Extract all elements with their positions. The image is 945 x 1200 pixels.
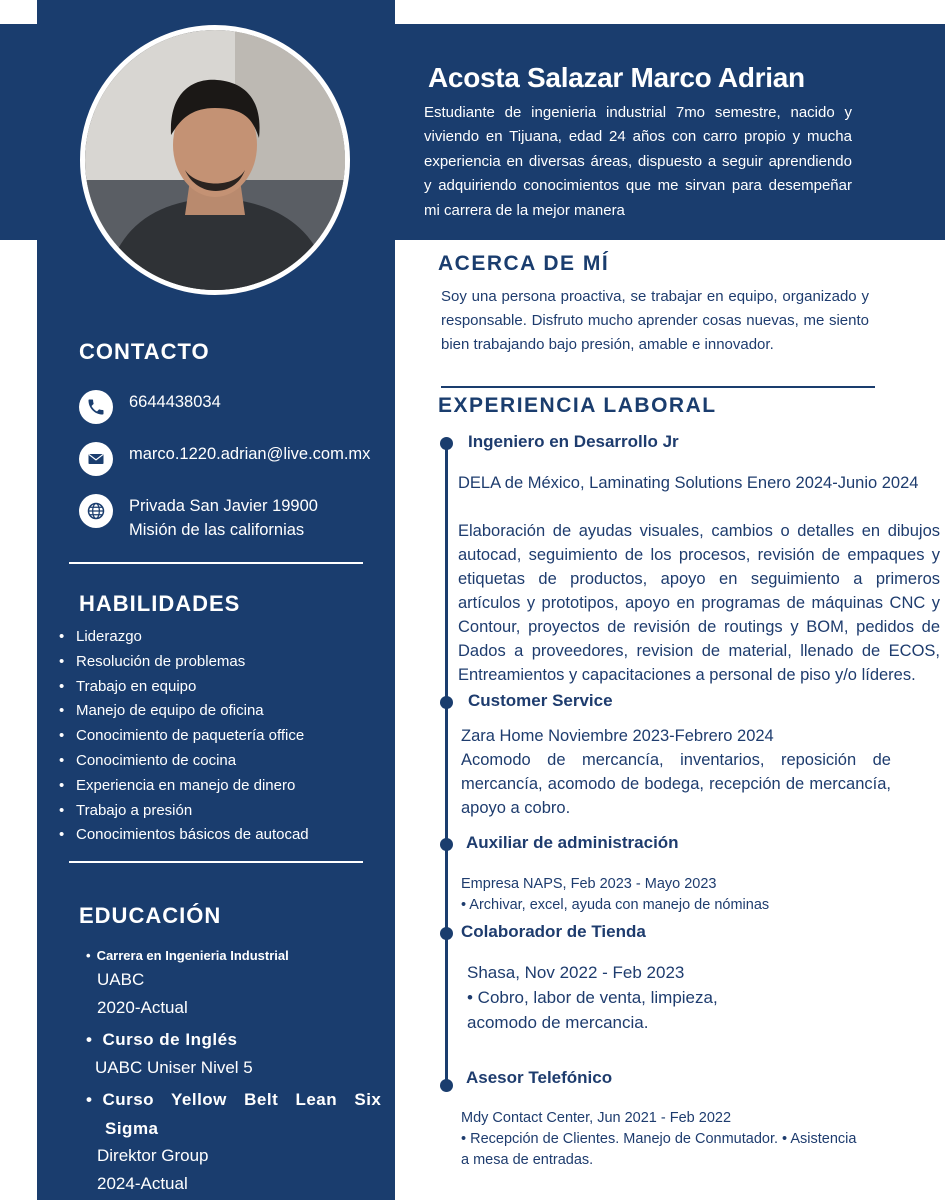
address-line-1: Privada San Javier 19900	[129, 497, 318, 515]
education-entry-title: • Curso Yellow Belt Lean Six	[86, 1090, 382, 1109]
skill-item: • Conocimientos básicos de autocad	[59, 823, 309, 848]
job-description: Elaboración de ayudas visuales, cambios o detalles en dibujos autocad, seguimiento de los procesos, revisión de empaques y etiquetas de productos, apoyo en seguimiento a primeros artículos y prototipos, apoyo en programas de máquinas CNC y Contour, proyectos de revisión de routings y BOM, pedidos de Dados a proveedores, revision de material, llenado de ECOS, Entreamientos y capacitaciones a personal de piso y/o líderes.	[458, 522, 940, 684]
timeline-dot	[440, 437, 453, 450]
education-school: UABC	[97, 970, 145, 989]
job-description: Acomodo de mercancía, inventarios, reposición de mercancía, acomodo de bodega, recepción de mercancía, apoyo a cobro.	[461, 751, 891, 817]
job-company: Shasa, Nov 2022 - Feb 2023	[467, 963, 685, 982]
job-description: • Recepción de Clientes. Manejo de Conmutador. • Asistencia a mesa de entradas.	[461, 1131, 857, 1168]
education-school: Direktor Group	[97, 1146, 209, 1165]
candidate-name: Acosta Salazar Marco Adrian	[428, 62, 805, 93]
skills-heading: HABILIDADES	[79, 591, 241, 616]
job-company: Mdy Contact Center, Jun 2021 - Feb 2022	[461, 1110, 732, 1126]
skills-divider	[69, 861, 363, 863]
about-heading: ACERCA DE MÍ	[438, 252, 610, 275]
job-title: Customer Service	[468, 691, 613, 710]
job-description: • Archivar, excel, ayuda con manejo de nóminas	[461, 897, 770, 913]
skill-item: • Trabajo a presión	[59, 799, 309, 824]
timeline-dot	[440, 1079, 453, 1092]
education-period: 2024-Actual	[97, 1174, 188, 1193]
contact-heading: CONTACTO	[79, 339, 210, 364]
job-company: Empresa NAPS, Feb 2023 - Mayo 2023	[461, 876, 717, 892]
skill-item: • Conocimiento de cocina	[59, 749, 309, 774]
address-line-2: Misión de las californias	[129, 521, 305, 539]
education-heading: EDUCACIÓN	[79, 903, 222, 928]
phone-icon	[79, 390, 113, 424]
timeline-dot	[440, 838, 453, 851]
education-period: 2020-Actual	[97, 998, 188, 1017]
mail-icon	[79, 442, 113, 476]
job-title: Asesor Telefónico	[466, 1068, 613, 1087]
phone-number[interactable]: 6644438034	[129, 393, 221, 411]
about-divider	[441, 386, 875, 388]
skill-item: • Trabajo en equipo	[59, 675, 309, 700]
education-entry-title: • Carrera en Ingenieria Industrial	[86, 948, 289, 963]
contact-email	[79, 442, 370, 476]
job-title: Ingeniero en Desarrollo Jr	[468, 432, 679, 451]
skill-item: • Resolución de problemas	[59, 650, 309, 675]
about-text: Soy una persona proactiva, se trabajar en equipo, organizado y responsable. Disfruto mucho aprender cosas nuevas, me siento bien trabajando bajo presión, amable e innovador.	[441, 288, 869, 353]
job-description: • Cobro, labor de venta, limpieza, acomodo de mercancia.	[467, 988, 718, 1032]
header-summary: Estudiante de ingenieria industrial 7mo semestre, nacido y viviendo en Tijuana, edad 24 años con carro propio y mucha experiencia en diversas áreas, dispuesto a seguir aprendiendo y adquiriendo conocimientos que me sirvan para desempeñar mi carrera de la mejor manera	[424, 104, 852, 219]
job-title: Auxiliar de administración	[466, 833, 679, 852]
timeline-dot	[440, 696, 453, 709]
education-entry-title: • Curso de Inglés	[86, 1030, 238, 1049]
person-portrait-icon	[85, 30, 345, 290]
timeline-dot	[440, 927, 453, 940]
skill-item: • Manejo de equipo de oficina	[59, 699, 309, 724]
skill-item: • Conocimiento de paquetería office	[59, 724, 309, 749]
contact-divider	[69, 562, 363, 564]
profile-photo	[80, 25, 350, 295]
address-block	[129, 494, 318, 542]
job-company: Zara Home Noviembre 2023-Febrero 2024	[461, 727, 774, 745]
skill-item: • Experiencia en manejo de dinero	[59, 774, 309, 799]
contact-phone	[79, 390, 221, 424]
job-title: Colaborador de Tienda	[461, 922, 646, 941]
education-school: UABC Uniser Nivel 5	[95, 1058, 253, 1077]
skill-item: • Liderazgo	[59, 625, 309, 650]
experience-heading: EXPERIENCIA LABORAL	[438, 394, 717, 417]
education-entry-title-cont: Sigma	[105, 1119, 159, 1138]
contact-address	[79, 494, 318, 542]
experience-timeline	[445, 445, 448, 1090]
job-company: DELA de México, Laminating Solutions Enero 2024-Junio 2024	[458, 474, 919, 492]
skills-list	[59, 625, 309, 848]
globe-icon	[79, 494, 113, 528]
email-address[interactable]: marco.1220.adrian@live.com.mx	[129, 445, 371, 463]
